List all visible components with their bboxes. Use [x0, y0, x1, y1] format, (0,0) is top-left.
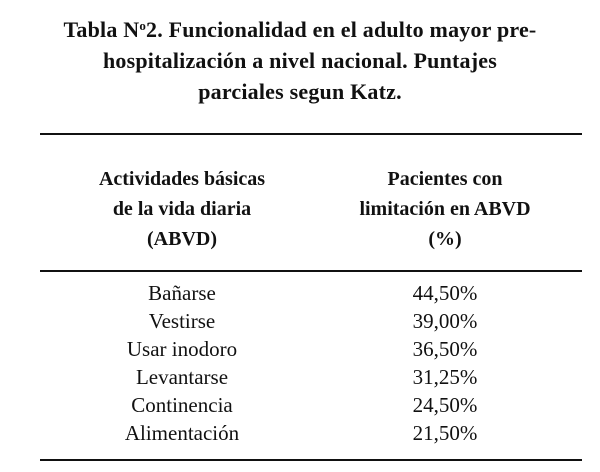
caption-line-1-rest: 2. Funcionalidad en el adulto mayor pre- — [146, 17, 537, 42]
percent-cell: 31,25% — [412, 365, 478, 389]
column-header-line: de la vida diaria — [112, 198, 252, 220]
activity-cell: Vestirse — [148, 309, 216, 333]
table-row — [62, 363, 562, 391]
activity-cell: Levantarse — [135, 365, 229, 389]
activity-cell: Usar inodoro — [126, 337, 238, 361]
percent-cell: 36,50% — [412, 337, 478, 361]
table-bottom-rule — [40, 459, 582, 461]
activity-cell: Alimentación — [124, 421, 240, 445]
column-header-line: limitación en ABVD — [359, 198, 531, 220]
table-row — [62, 335, 562, 363]
percent-cell: 24,50% — [412, 393, 478, 417]
caption-prefix: Tabla N — [63, 17, 140, 42]
table-row — [62, 391, 562, 419]
caption-line-2: hospitalización a nivel nacional. Puntajes — [102, 48, 498, 73]
column-header-line: (%) — [428, 228, 462, 250]
column-header-line: Pacientes con — [387, 168, 503, 190]
table-caption — [28, 14, 572, 107]
table-row — [62, 307, 562, 335]
activity-cell: Continencia — [131, 393, 233, 417]
table-top-rule — [40, 133, 582, 135]
caption-line-3: parciales segun Katz. — [198, 79, 402, 104]
percent-cell: 44,50% — [412, 281, 478, 305]
percent-cell: 39,00% — [412, 309, 478, 333]
column-header-line: (ABVD) — [147, 228, 217, 250]
column-header-line: Actividades básicas — [98, 168, 266, 190]
column-header-patients — [330, 164, 560, 254]
table-body — [62, 279, 562, 447]
caption-superscript: o — [139, 18, 147, 33]
column-header-activities — [62, 164, 302, 254]
table-header-rule — [40, 270, 582, 272]
caption-line-1 — [28, 14, 572, 45]
percent-cell: 21,50% — [412, 421, 478, 445]
activity-cell: Bañarse — [148, 281, 216, 305]
table-row — [62, 419, 562, 447]
table-row — [62, 279, 562, 307]
